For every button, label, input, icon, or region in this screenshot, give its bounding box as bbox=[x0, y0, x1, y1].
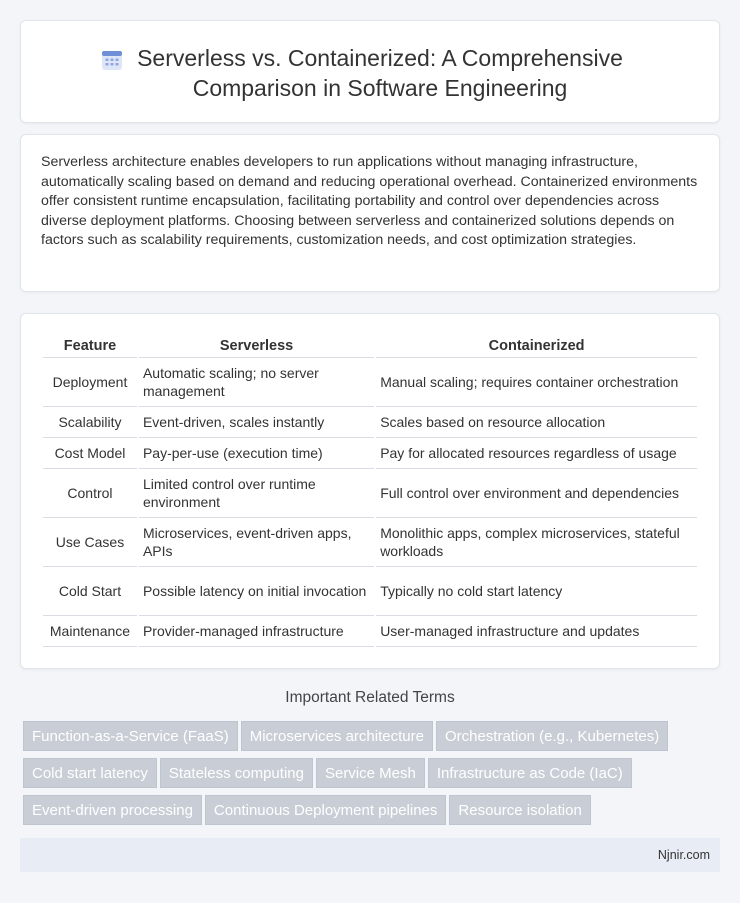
table-row bbox=[43, 567, 697, 616]
header-feature: Feature bbox=[43, 332, 137, 358]
row-feature: Cold Start bbox=[43, 567, 137, 616]
intro-text: Serverless architecture enables developers to run applications without managing infrastructure, automatically scaling based on demand and reducing operational overhead. Containerized environments offer consistent runtime encapsulation, facilitating portability and control over dependencies across diverse deployment platforms. Choosing between serverless and containerized solutions depends on factors such as scalability requirements, customization needs, and cost optimization strategies. bbox=[41, 154, 698, 249]
related-terms-title: Important Related Terms bbox=[285, 689, 455, 706]
row-containerized: Typically no cold start latency bbox=[376, 567, 697, 616]
term-tag[interactable]: Orchestration (e.g., Kubernetes) bbox=[436, 721, 668, 751]
row-containerized: User-managed infrastructure and updates bbox=[376, 616, 697, 647]
term-tag[interactable]: Service Mesh bbox=[316, 758, 425, 788]
comparison-table bbox=[41, 332, 699, 647]
term-tag[interactable]: Microservices architecture bbox=[241, 721, 433, 751]
footer bbox=[20, 838, 720, 872]
header-containerized: Containerized bbox=[376, 332, 697, 358]
row-containerized: Monolithic apps, complex microservices, stateful workloads bbox=[376, 518, 697, 567]
row-serverless: Limited control over runtime environment bbox=[139, 469, 374, 518]
row-serverless: Possible latency on initial invocation bbox=[139, 567, 374, 616]
title-card bbox=[20, 20, 720, 123]
table-row bbox=[43, 469, 697, 518]
header-serverless: Serverless bbox=[139, 332, 374, 358]
table-row bbox=[43, 616, 697, 647]
row-containerized: Manual scaling; requires container orchestration bbox=[376, 358, 697, 407]
page-title: Serverless vs. Containerized: A Comprehensive Comparison in Software Engineering bbox=[137, 45, 623, 101]
row-containerized: Scales based on resource allocation bbox=[376, 407, 697, 438]
row-containerized: Full control over environment and dependencies bbox=[376, 469, 697, 518]
row-containerized: Pay for allocated resources regardless of usage bbox=[376, 438, 697, 469]
row-feature: Cost Model bbox=[43, 438, 137, 469]
row-feature: Use Cases bbox=[43, 518, 137, 567]
row-serverless: Automatic scaling; no server management bbox=[139, 358, 374, 407]
footer-brand[interactable]: Njnir.com bbox=[657, 848, 710, 862]
row-serverless: Pay-per-use (execution time) bbox=[139, 438, 374, 469]
table-row bbox=[43, 438, 697, 469]
term-tag[interactable]: Event-driven processing bbox=[23, 795, 202, 825]
row-feature: Control bbox=[43, 469, 137, 518]
row-serverless: Event-driven, scales instantly bbox=[139, 407, 374, 438]
term-tag[interactable]: Cold start latency bbox=[23, 758, 157, 788]
row-feature: Scalability bbox=[43, 407, 137, 438]
table-row bbox=[43, 358, 697, 407]
row-serverless: Provider-managed infrastructure bbox=[139, 616, 374, 647]
table-header-row bbox=[43, 332, 697, 358]
row-serverless: Microservices, event-driven apps, APIs bbox=[139, 518, 374, 567]
term-tag[interactable]: Resource isolation bbox=[449, 795, 590, 825]
comparison-table-card bbox=[20, 313, 720, 669]
term-tag[interactable]: Continuous Deployment pipelines bbox=[205, 795, 446, 825]
row-feature: Maintenance bbox=[43, 616, 137, 647]
term-tag[interactable]: Infrastructure as Code (IaC) bbox=[428, 758, 632, 788]
term-tag[interactable]: Stateless computing bbox=[160, 758, 313, 788]
table-row bbox=[43, 518, 697, 567]
row-feature: Deployment bbox=[43, 358, 137, 407]
term-tag[interactable]: Function-as-a-Service (FaaS) bbox=[23, 721, 238, 751]
table-row bbox=[43, 407, 697, 438]
intro-card bbox=[20, 134, 720, 292]
related-terms-list bbox=[23, 721, 713, 832]
